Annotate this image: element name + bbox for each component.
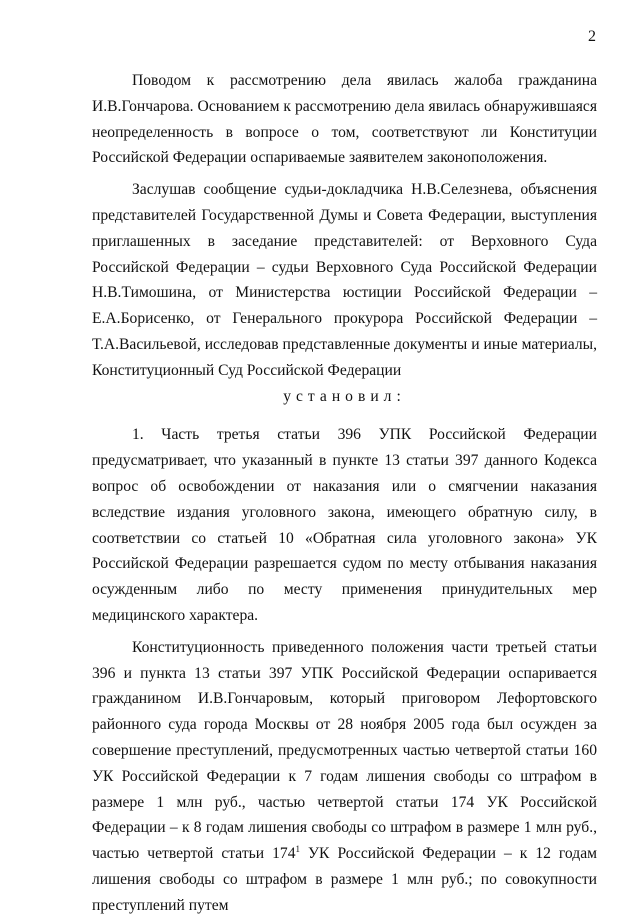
paragraph-article-396: 1. Часть третья статьи 396 УПК Российской Федерации предусматривает, что указанный в пункте 13 статьи 397 данного Кодекса вопрос об освобождении от наказания или о смягчении наказания вследствие издания уголовного закона, имеющего обратную силу, в соответствии со статьей 10 «Обратная сила уголовного закона» УК Российской Федерации разрешается судом по месту отбывания наказания осужденным либо по месту применения принудительных мер медицинского характера. <box>92 426 597 624</box>
paragraph-constitutionality-text: Конституционность приведенного положения части третьей статьи 396 и пункта 13 статьи 397 УПК Российской Федерации оспаривается гражданином И.В.Гончаровым, который приговором Лефортовского районного суда города Москвы от 28 ноября 2005 года был осужден за совершение преступлений, предусмотренных частью четвертой статьи 160 УК Российской Федерации к 7 годам лишения свободы со штрафом в размере 1 млн руб., частью четвертой статьи 174 УК Российской Федерации – к 8 годам лишения свободы со штрафом в размере 1 млн руб., частью четвертой статьи 174 <box>92 638 597 863</box>
page-number: 2 <box>588 28 596 45</box>
paragraph-constitutionality-continued: УК Российской Федерации – к 12 годам лишения свободы со штрафом в размере 1 млн руб.; по совокупности преступлений путем <box>92 845 597 914</box>
paragraph-hearing: Заслушав сообщение судьи-докладчика Н.В.Селезнева, объяснения представителей Государственной Думы и Совета Федерации, выступления приглашенных в заседание представителей: от Верховного Суда Российской Федерации – судьи Верховного Суда Российской Федерации Н.В.Тимошина, от Министерства юстиции Российской Федерации – Е.А.Борисенко, от Генерального прокурора Российской Федерации – Т.А.Васильевой, исследовав представленные документы и иные материалы, Конституционный Суд Российской Федерации <box>92 181 597 379</box>
document-body <box>92 68 597 919</box>
paragraph-constitutionality <box>92 635 597 919</box>
paragraph-grounds: Поводом к рассмотрению дела явилась жалоба гражданина И.В.Гончарова. Основанием к рассмотрению дела явилась обнаружившаяся неопределенность в вопросе о том, соответствуют ли Конституции Российской Федерации оспариваемые заявителем законоположения. <box>92 72 597 167</box>
superscript-article-index: 1 <box>295 843 300 854</box>
section-heading-established: установил: <box>283 387 406 405</box>
